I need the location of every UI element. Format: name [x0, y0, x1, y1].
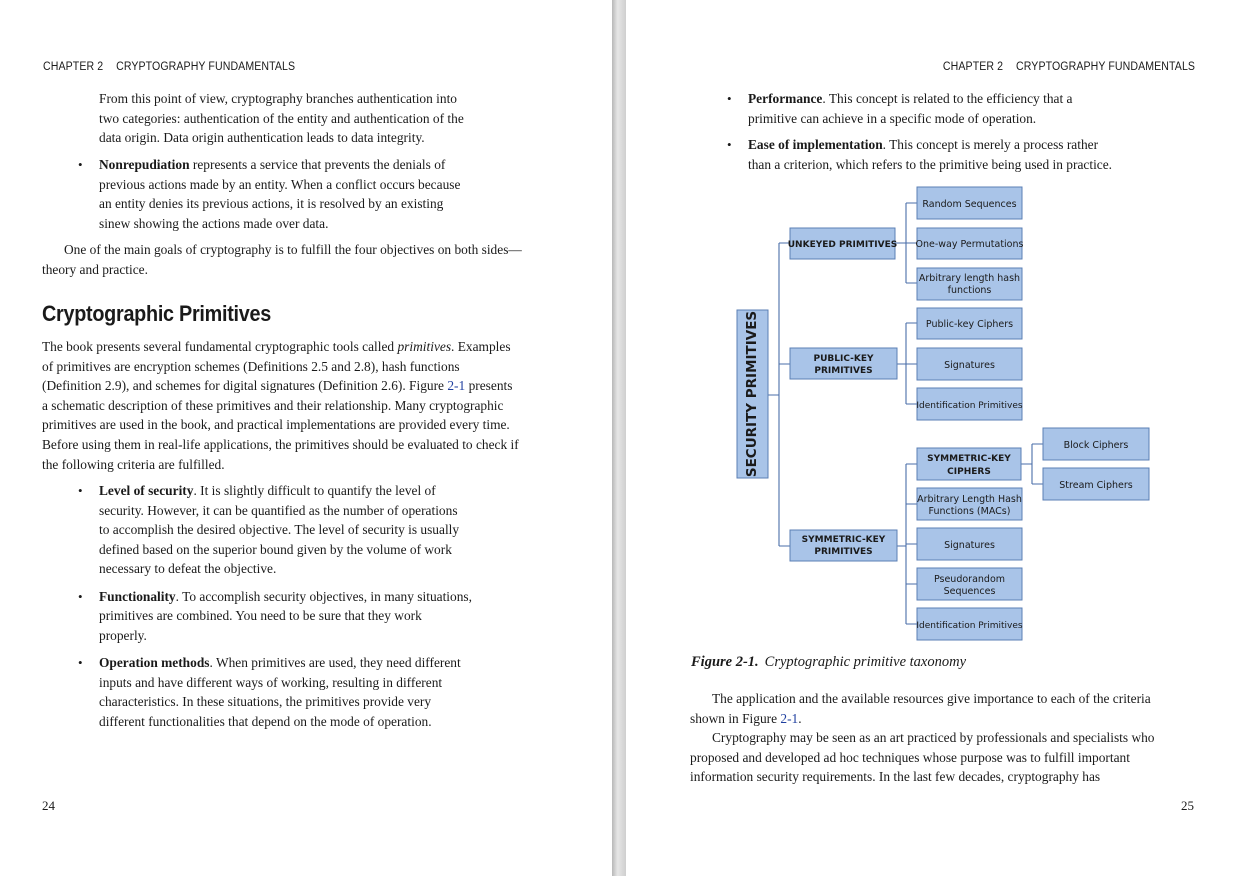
bullet-term: Performance [748, 91, 823, 106]
text-line: necessary to defeat the objective. [99, 561, 277, 577]
root-label: SECURITY PRIMITIVES [744, 310, 760, 478]
random-sequences-label: Random Sequences [922, 199, 1017, 210]
public-key-label-1: PUBLIC-KEY [813, 354, 874, 364]
text-line: inputs and have different ways of working, resulting in different [99, 674, 443, 690]
text-line: different functionalities that depend on the mode of operation. [99, 713, 432, 729]
connector-line [768, 243, 790, 546]
connector-line [1021, 444, 1043, 484]
text-line: an entity denies its previous actions, it is resolved by an existing [99, 196, 444, 212]
running-head-chapter: CHAPTER 2 [942, 61, 1004, 73]
text-line: characteristics. In these situations, the primitives provide very [99, 694, 432, 710]
text-line: previous actions made by an entity. When a conflict occurs because [99, 176, 461, 192]
public-key-label-2: PRIMITIVES [814, 366, 873, 376]
text-line: defined based on the superior bound given by the volume of work [99, 541, 452, 557]
bullet-term: Nonrepudiation [99, 157, 190, 172]
text-fragment: presents [465, 378, 513, 394]
symmetric-signatures-label: Signatures [944, 540, 995, 551]
connector-line [897, 464, 917, 624]
text-line: theory and practice. [42, 261, 148, 277]
public-identification-label: Identification Primitives [916, 401, 1023, 411]
figure-link[interactable]: 2-1 [447, 378, 466, 394]
page-number-right: 25 [1181, 798, 1194, 813]
running-head-chapter: CHAPTER 2 [43, 61, 104, 73]
macs-label-1: Arbitrary Length Hash [917, 494, 1022, 505]
text-line: Before using them in real-life applications, the primitives should be evaluated to check if [42, 436, 519, 452]
text-line: to accomplish the desired objective. The level of security is usually [99, 522, 460, 538]
emphasis: primitives [397, 339, 452, 354]
text-line: . This concept is related to the efficiency that a [822, 91, 1073, 106]
pseudorandom-label-1: Pseudorandom [933, 574, 1006, 585]
page-number-left: 24 [42, 798, 55, 813]
text-line: primitive can achieve in a specific mode of operation. [748, 110, 1037, 126]
text-fragment: . [798, 710, 802, 726]
bullet-term: Level of security [99, 483, 194, 498]
bullet-term: Functionality [99, 588, 176, 604]
macs-label-2: Functions (MACs) [928, 506, 1011, 517]
pseudorandom-label-2: Sequences [943, 586, 996, 597]
text-fragment: . Examples [451, 339, 511, 354]
figure-caption-text: Cryptographic primitive taxonomy [764, 654, 967, 670]
figure-link[interactable]: 2-1 [780, 710, 799, 726]
closing-paragraphs [690, 689, 1190, 787]
figure-caption [691, 654, 966, 671]
text-line: information security requirements. In the last few decades, cryptography has [690, 769, 1101, 785]
text-line: properly. [99, 627, 147, 643]
text-line: primitives are combined. You need to be sure that they work [99, 608, 422, 624]
text-line: shown in Figure [690, 710, 781, 726]
one-way-permutations-label: One-way Permutations [915, 239, 1024, 250]
section-heading: Cryptographic Primitives [42, 301, 271, 326]
symmetric-ciphers-label-1: SYMMETRIC-KEY [927, 454, 1011, 464]
text-line: data origin. Data origin authentication leads to data integrity. [99, 130, 425, 146]
text-line: represents a service that prevents the denials of [189, 157, 446, 172]
public-signatures-label: Signatures [944, 360, 995, 371]
text-line: . When primitives are used, they need different [209, 654, 461, 670]
stream-ciphers-label: Stream Ciphers [1059, 480, 1133, 491]
running-head-title: CRYPTOGRAPHY FUNDAMENTALS [116, 61, 296, 73]
text-line: (Definition 2.9), and schemes for digital signatures (Definition 2.6). Figure [42, 378, 448, 394]
block-ciphers-label: Block Ciphers [1063, 440, 1129, 451]
text-line: the following criteria are fulfilled. [42, 456, 225, 472]
text-line: . It is slightly difficult to quantify the level of [193, 483, 436, 498]
text-line: Cryptography may be seen as an art practiced by professionals and specialists who [712, 730, 1155, 746]
text-line: primitives are used in the book, and practical implementations are provided every time. [42, 417, 510, 433]
text-line: . To accomplish security objectives, in many situations, [175, 588, 472, 604]
running-head-title: CRYPTOGRAPHY FUNDAMENTALS [1015, 61, 1195, 73]
text-line: . This concept is merely a process rather [882, 137, 1099, 153]
text-line: The application and the available resources give importance to each of the criteria [712, 691, 1151, 706]
arbitrary-hash-label-2: functions [947, 285, 992, 296]
unkeyed-label: UNKEYED PRIMITIVES [787, 240, 898, 250]
text-line: One of the main goals of cryptography is to fulfill the four objectives on both sides— [64, 242, 522, 257]
connector-line [897, 323, 917, 404]
text-line: The book presents several fundamental cryptographic tools called [42, 339, 398, 354]
text-line: sinew showing the actions made over data. [99, 215, 329, 231]
text-line: two categories: authentication of the entity and authentication of the [99, 110, 464, 126]
text-line: a schematic description of these primitives and their relationship. Many cryptographic [42, 397, 504, 413]
figure-caption-label: Figure 2-1. [691, 654, 759, 670]
symmetric-ciphers-label-2: CIPHERS [947, 467, 991, 477]
bullet-term: Ease of implementation [748, 137, 883, 153]
arbitrary-hash-label-1: Arbitrary length hash [918, 273, 1021, 284]
symmetric-label-1: SYMMETRIC-KEY [801, 535, 886, 545]
text-line: security. However, it can be quantified as the number of operations [99, 502, 458, 518]
public-key-ciphers-label: Public-key Ciphers [925, 319, 1014, 330]
connector-line [895, 203, 917, 283]
bullet-term: Operation methods [99, 654, 210, 670]
text-line: proposed and developed ad hoc techniques whose purpose was to fulfill important [690, 749, 1130, 765]
symmetric-label-2: PRIMITIVES [814, 547, 873, 557]
symmetric-identification-label: Identification Primitives [916, 621, 1023, 631]
diagram-boxes [737, 187, 1149, 640]
text-line: than a criterion, which refers to the primitive being used in practice. [748, 156, 1113, 172]
text-line: From this point of view, cryptography branches authentication into [99, 91, 457, 106]
text-line: of primitives are encryption schemes (Definitions 2.5 and 2.8), hash functions [42, 358, 460, 374]
